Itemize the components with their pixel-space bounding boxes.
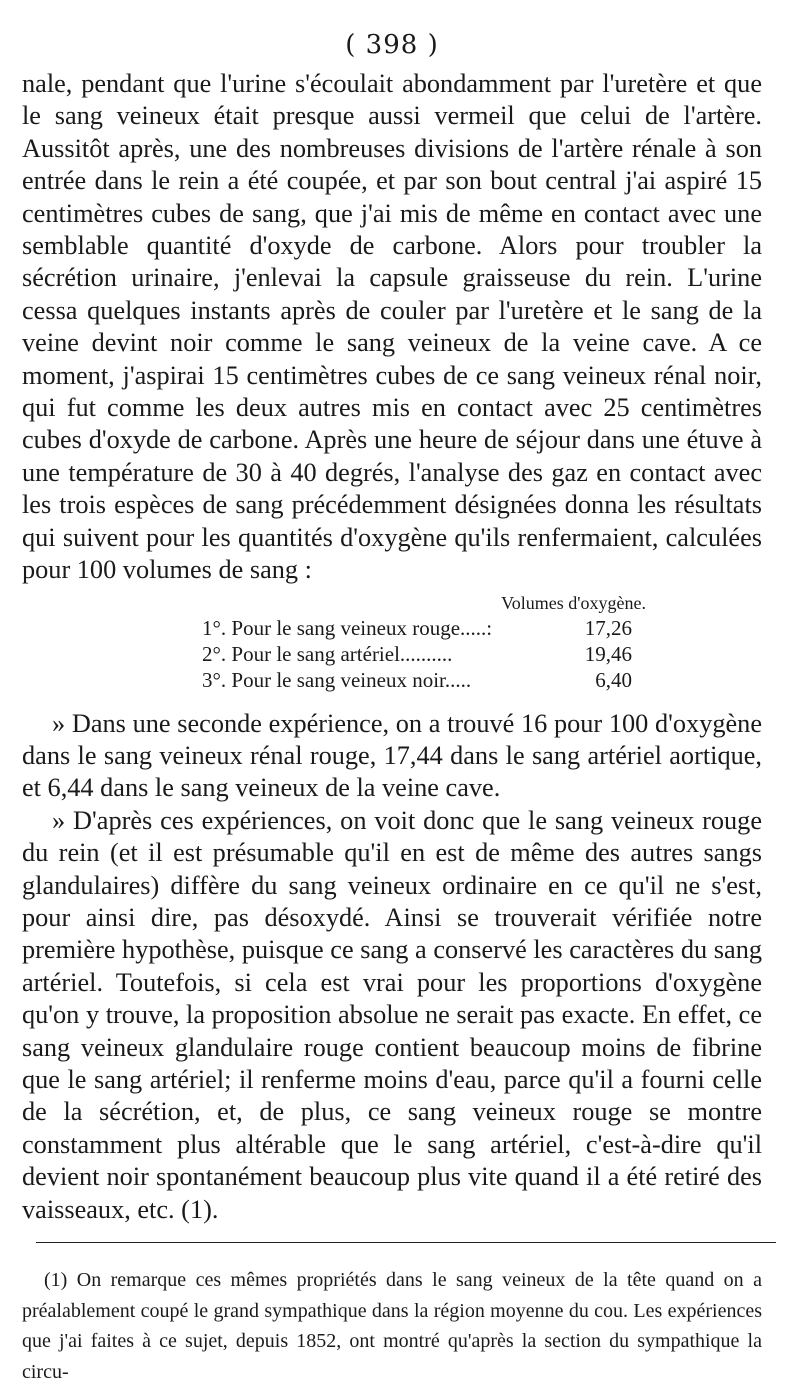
table-row-value: 6,40 [595,667,632,692]
table-row-label: 3°. Pour le sang veineux noir..... [202,667,472,692]
page-number: ( 398 ) [345,30,439,60]
table-row-label: 1°. Pour le sang veineux rouge.....: [202,615,493,640]
table-row-value: 17,26 [584,615,632,640]
table-row [22,616,762,642]
table-row [22,642,762,668]
table-row-value: 19,46 [584,641,632,666]
paragraph-second-experiment: » Dans une seconde expérience, on a trouvé 16 pour 100 d'oxygène dans le sang veineux rénal rouge, 17,44 dans le sang artériel aortique, et 6,44 dans le sang veineux de la veine cave. [22,708,762,803]
paragraph-experiment-method: nale, pendant que l'urine s'écoulait abondamment par l'uretère et que le sang veineux était presque aussi vermeil que celui de l'artère. Aussitôt après, une des nombreuses divisions de l'artère rénale à son entrée dans le rein a été coupée, et par son bout central j'ai aspiré 15 centimètres cubes de sang, que j'ai mis de même en contact avec une semblable quantité d'oxyde de carbone. Alors pour troubler la sécrétion urinaire, j'enlevai la capsule graisseuse du rein. L'urine cessa quelques instants après de couler par l'uretère et le sang de la veine devint noir comme le sang veineux de la veine cave. A ce moment, j'aspirai 15 centimètres cubes de ce sang veineux rénal noir, qui fut comme les deux autres mis en contact avec 25 centimètres cubes d'oxyde de carbone. Après une heure de séjour dans une étuve à une température de 30 à 40 degrés, l'analyse des gaz en contact avec les trois espèces de sang précédemment désignées donna les résultats qui suivent pour les quantités d'oxygène qu'ils renfermaient, calculées pour 100 volumes de sang : [22,69,762,585]
table-row-label: 2°. Pour le sang artériel.......... [202,641,453,666]
body-text [22,68,762,1226]
oxygen-volumes-table [22,591,762,694]
footnote-divider [36,1242,776,1243]
footnote: (1) On remarque ces mêmes propriétés dans le sang veineux de la tête quand on a préalablement coupé le grand sympathique dans la région moyenne du cou. Les expériences que j'ai faites à ce sujet, depuis 1852, ont montré qu'après la section du sympathique la circu- [22,1269,762,1383]
table-row [22,668,762,694]
table-header: Volumes d'oxygène. [501,592,646,613]
paragraph-conclusions: » D'après ces expériences, on voit donc que le sang veineux rouge du rein (et il est présumable qu'il en est de même des autres sangs glandulaires) diffère du sang veineux ordinaire en ce qu'il ne s'est, pour ainsi dire, pas désoxydé. Ainsi se trouverait vérifiée notre première hypothèse, puisque ce sang a conservé les caractères du sang artériel. Toutefois, si cela est vrai pour les proportions d'oxygène qu'on y trouve, la proposition absolue ne serait pas exacte. En effet, ce sang veineux glandulaire rouge contient beaucoup moins de fibrine que le sang artériel; il renferme moins d'eau, parce qu'il a fourni celle de la sécrétion, et, de plus, ce sang veineux rouge se montre constamment plus altérable que le sang artériel, c'est-à-dire qu'il devient noir spontanément beaucoup plus vite quand il a été retiré des vaisseaux, etc. (1). [22,805,762,1224]
